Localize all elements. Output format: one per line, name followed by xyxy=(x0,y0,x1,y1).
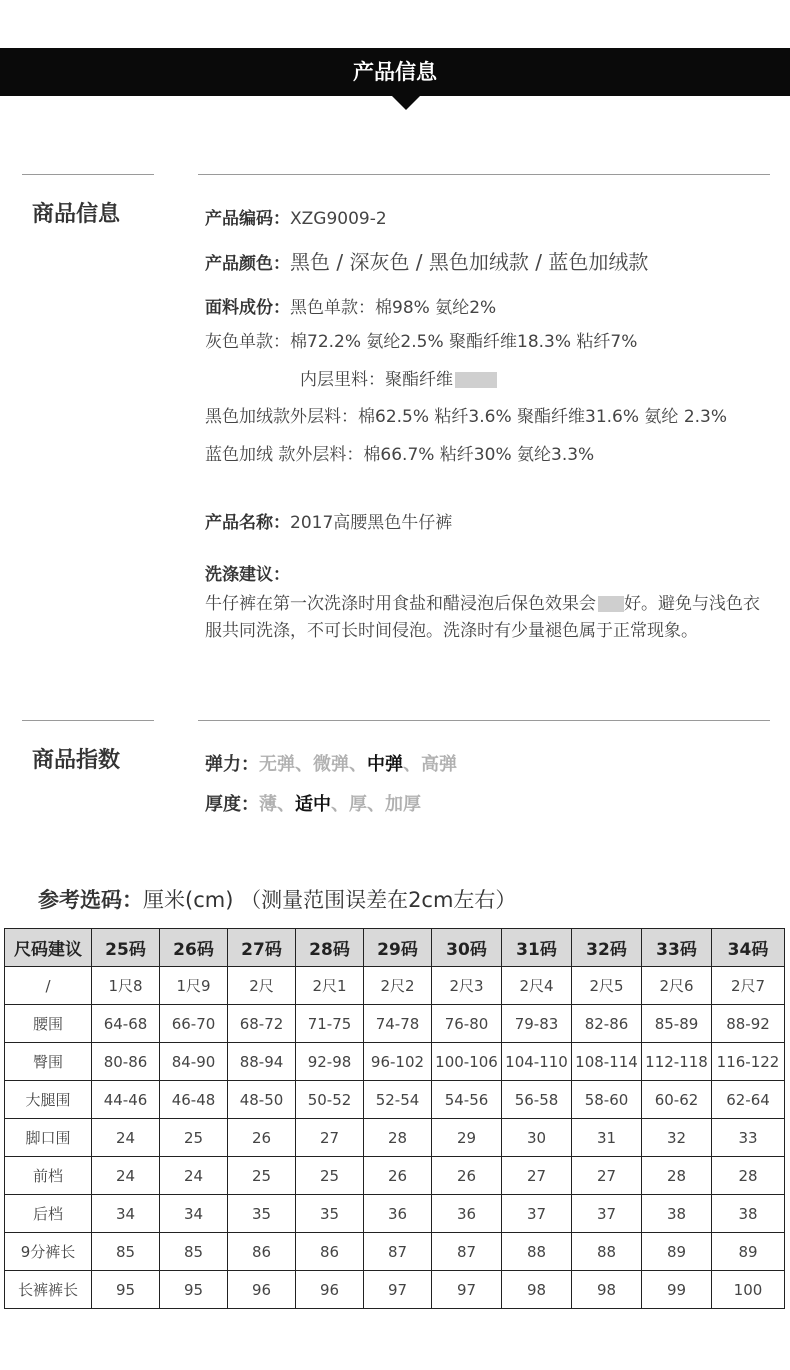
table-cell: 2尺1 xyxy=(296,967,364,1005)
table-cell: 27 xyxy=(502,1157,572,1195)
size-header-cell: 29码 xyxy=(364,929,432,967)
table-cell: 80-86 xyxy=(92,1043,160,1081)
table-cell: 97 xyxy=(432,1271,502,1309)
table-cell: 71-75 xyxy=(296,1005,364,1043)
table-cell: 87 xyxy=(432,1233,502,1271)
elasticity-option-selected: 中弹 xyxy=(367,754,403,775)
table-cell: 2尺 xyxy=(228,967,296,1005)
table-cell: 1尺9 xyxy=(160,967,228,1005)
fabric-row-1 xyxy=(205,293,496,318)
product-color-value: 黑色 / 深灰色 / 黑色加绒款 / 蓝色加绒款 xyxy=(290,250,649,274)
wash-text xyxy=(205,591,765,645)
table-cell: 98 xyxy=(502,1271,572,1309)
table-cell: 38 xyxy=(642,1195,712,1233)
size-guide-title-rest: 厘米(cm) （测量范围误差在2cm左右） xyxy=(143,888,517,912)
table-cell: 60-62 xyxy=(642,1081,712,1119)
wash-label: 洗涤建议： xyxy=(205,565,290,585)
size-header-cell: 34码 xyxy=(712,929,785,967)
table-row xyxy=(5,1043,785,1081)
wash-text-before: 牛仔裤在第一次洗涤时用食盐和醋浸泡后保色效果会 xyxy=(205,594,596,614)
row-label: 长裤裤长 xyxy=(5,1271,92,1309)
table-cell: 79-83 xyxy=(502,1005,572,1043)
size-header-cell: 32码 xyxy=(572,929,642,967)
table-cell: 2尺6 xyxy=(642,967,712,1005)
table-cell: 2尺7 xyxy=(712,967,785,1005)
fabric-line-1: 黑色单款：棉98% 氨纶2% xyxy=(290,298,497,318)
table-cell: 100-106 xyxy=(432,1043,502,1081)
table-cell: 28 xyxy=(712,1157,785,1195)
product-name-value: 2017高腰黑色牛仔裤 xyxy=(290,513,453,533)
option-separator: 、 xyxy=(277,794,295,815)
elasticity-row xyxy=(205,750,457,776)
table-row xyxy=(5,1005,785,1043)
option-separator: 、 xyxy=(295,754,313,775)
product-code-row xyxy=(205,204,387,229)
table-cell: 26 xyxy=(228,1119,296,1157)
table-cell: 36 xyxy=(364,1195,432,1233)
product-name-label: 产品名称： xyxy=(205,513,290,533)
size-header-cell: 30码 xyxy=(432,929,502,967)
size-header-cell: 31码 xyxy=(502,929,572,967)
table-cell: 25 xyxy=(228,1157,296,1195)
table-cell: 37 xyxy=(572,1195,642,1233)
table-cell: 34 xyxy=(160,1195,228,1233)
table-cell: 2尺4 xyxy=(502,967,572,1005)
table-cell: 26 xyxy=(432,1157,502,1195)
redacted-blur xyxy=(598,596,624,612)
row-label: / xyxy=(5,967,92,1005)
table-row xyxy=(5,967,785,1005)
option-separator: 、 xyxy=(349,754,367,775)
table-cell: 88 xyxy=(502,1233,572,1271)
table-cell: 31 xyxy=(572,1119,642,1157)
table-cell: 52-54 xyxy=(364,1081,432,1119)
table-cell: 68-72 xyxy=(228,1005,296,1043)
table-cell: 24 xyxy=(160,1157,228,1195)
thickness-label: 厚度： xyxy=(205,794,259,815)
product-color-row xyxy=(205,246,648,275)
table-row xyxy=(5,1081,785,1119)
option-separator: 、 xyxy=(403,754,421,775)
wash-text-after: 好。避免与浅色衣服共同洗涤，不可长时间侵泡。洗涤时有少量褪色属于正常现象。 xyxy=(205,594,760,641)
table-cell: 97 xyxy=(364,1271,432,1309)
fabric-label: 面料成份： xyxy=(205,298,290,318)
table-cell: 82-86 xyxy=(572,1005,642,1043)
product-color-label: 产品颜色： xyxy=(205,254,290,274)
banner-arrow-icon xyxy=(392,96,420,110)
elasticity-label: 弹力： xyxy=(205,754,259,775)
product-name-row xyxy=(205,508,452,533)
table-cell: 108-114 xyxy=(572,1043,642,1081)
row-label: 前档 xyxy=(5,1157,92,1195)
size-header-cell: 27码 xyxy=(228,929,296,967)
table-cell: 54-56 xyxy=(432,1081,502,1119)
fabric-line-3: 内层里料：聚酯纤维 xyxy=(300,370,453,390)
elasticity-option: 无弹 xyxy=(259,754,295,775)
table-cell: 25 xyxy=(160,1119,228,1157)
divider-right xyxy=(198,720,770,721)
table-cell: 104-110 xyxy=(502,1043,572,1081)
table-cell: 25 xyxy=(296,1157,364,1195)
row-label: 9分裤长 xyxy=(5,1233,92,1271)
size-header-cell: 28码 xyxy=(296,929,364,967)
table-row xyxy=(5,1271,785,1309)
table-cell: 36 xyxy=(432,1195,502,1233)
table-cell: 74-78 xyxy=(364,1005,432,1043)
product-code-label: 产品编码： xyxy=(205,209,290,229)
table-cell: 44-46 xyxy=(92,1081,160,1119)
table-cell: 24 xyxy=(92,1119,160,1157)
table-cell: 46-48 xyxy=(160,1081,228,1119)
table-cell: 85 xyxy=(160,1233,228,1271)
table-cell: 88-94 xyxy=(228,1043,296,1081)
table-row xyxy=(5,1157,785,1195)
elasticity-option: 微弹 xyxy=(313,754,349,775)
table-cell: 84-90 xyxy=(160,1043,228,1081)
table-cell: 34 xyxy=(92,1195,160,1233)
fabric-line-5: 蓝色加绒 款外层料：棉66.7% 粘纤30% 氨纶3.3% xyxy=(205,445,595,465)
thickness-option: 加厚 xyxy=(385,794,421,815)
table-cell: 88 xyxy=(572,1233,642,1271)
option-separator: 、 xyxy=(367,794,385,815)
table-cell: 86 xyxy=(228,1233,296,1271)
table-cell: 58-60 xyxy=(572,1081,642,1119)
table-cell: 33 xyxy=(712,1119,785,1157)
size-header-cell: 26码 xyxy=(160,929,228,967)
table-cell: 98 xyxy=(572,1271,642,1309)
table-cell: 62-64 xyxy=(712,1081,785,1119)
table-cell: 66-70 xyxy=(160,1005,228,1043)
row-label: 腰围 xyxy=(5,1005,92,1043)
thickness-row xyxy=(205,790,421,816)
table-cell: 27 xyxy=(572,1157,642,1195)
table-cell: 92-98 xyxy=(296,1043,364,1081)
size-guide-title xyxy=(38,884,516,914)
table-cell: 85-89 xyxy=(642,1005,712,1043)
table-cell: 89 xyxy=(712,1233,785,1271)
size-header-cell: 33码 xyxy=(642,929,712,967)
elasticity-option: 高弹 xyxy=(421,754,457,775)
row-label: 后档 xyxy=(5,1195,92,1233)
table-cell: 89 xyxy=(642,1233,712,1271)
fabric-line-4: 黑色加绒款外层料：棉62.5% 粘纤3.6% 聚酯纤维31.6% 氨纶 2.3% xyxy=(205,407,728,427)
redacted-blur xyxy=(455,372,497,388)
table-cell: 2尺3 xyxy=(432,967,502,1005)
table-cell: 88-92 xyxy=(712,1005,785,1043)
table-cell: 2尺2 xyxy=(364,967,432,1005)
table-cell: 1尺8 xyxy=(92,967,160,1005)
divider-left xyxy=(22,174,154,175)
product-code-value: XZG9009-2 xyxy=(290,209,387,229)
table-row xyxy=(5,1233,785,1271)
table-row xyxy=(5,1195,785,1233)
table-cell: 64-68 xyxy=(92,1005,160,1043)
divider-right xyxy=(198,174,770,175)
thickness-option-selected: 适中 xyxy=(295,794,331,815)
fabric-row-3 xyxy=(300,365,497,390)
table-cell: 37 xyxy=(502,1195,572,1233)
product-info-banner xyxy=(0,48,790,96)
table-cell: 95 xyxy=(92,1271,160,1309)
table-cell: 48-50 xyxy=(228,1081,296,1119)
size-header-cell: 25码 xyxy=(92,929,160,967)
divider-left xyxy=(22,720,154,721)
row-label: 大腿围 xyxy=(5,1081,92,1119)
row-label: 臀围 xyxy=(5,1043,92,1081)
section-title-product-info: 商品信息 xyxy=(32,202,121,227)
table-cell: 35 xyxy=(228,1195,296,1233)
option-separator: 、 xyxy=(331,794,349,815)
table-cell: 112-118 xyxy=(642,1043,712,1081)
fabric-line-2: 灰色单款：棉72.2% 氨纶2.5% 聚酯纤维18.3% 粘纤7% xyxy=(205,332,638,352)
table-cell: 95 xyxy=(160,1271,228,1309)
table-cell: 86 xyxy=(296,1233,364,1271)
table-cell: 27 xyxy=(296,1119,364,1157)
table-row xyxy=(5,1119,785,1157)
wash-label-row xyxy=(205,560,290,585)
banner-title: 产品信息 xyxy=(353,60,437,84)
table-cell: 56-58 xyxy=(502,1081,572,1119)
table-cell: 50-52 xyxy=(296,1081,364,1119)
table-cell: 24 xyxy=(92,1157,160,1195)
table-cell: 32 xyxy=(642,1119,712,1157)
size-table-header xyxy=(5,929,785,967)
table-cell: 87 xyxy=(364,1233,432,1271)
table-cell: 96 xyxy=(228,1271,296,1309)
table-cell: 2尺5 xyxy=(572,967,642,1005)
thickness-option: 薄 xyxy=(259,794,277,815)
row-label: 脚口围 xyxy=(5,1119,92,1157)
table-cell: 29 xyxy=(432,1119,502,1157)
table-cell: 28 xyxy=(364,1119,432,1157)
table-cell: 35 xyxy=(296,1195,364,1233)
table-cell: 99 xyxy=(642,1271,712,1309)
table-cell: 116-122 xyxy=(712,1043,785,1081)
size-guide-title-bold: 参考选码： xyxy=(38,888,143,912)
section-title-product-index: 商品指数 xyxy=(32,748,121,773)
table-cell: 100 xyxy=(712,1271,785,1309)
thickness-option: 厚 xyxy=(349,794,367,815)
table-cell: 30 xyxy=(502,1119,572,1157)
table-cell: 85 xyxy=(92,1233,160,1271)
table-cell: 96-102 xyxy=(364,1043,432,1081)
table-cell: 26 xyxy=(364,1157,432,1195)
table-cell: 76-80 xyxy=(432,1005,502,1043)
size-table xyxy=(4,928,785,1309)
table-cell: 38 xyxy=(712,1195,785,1233)
table-cell: 96 xyxy=(296,1271,364,1309)
table-cell: 28 xyxy=(642,1157,712,1195)
size-header-label: 尺码建议 xyxy=(5,929,92,967)
